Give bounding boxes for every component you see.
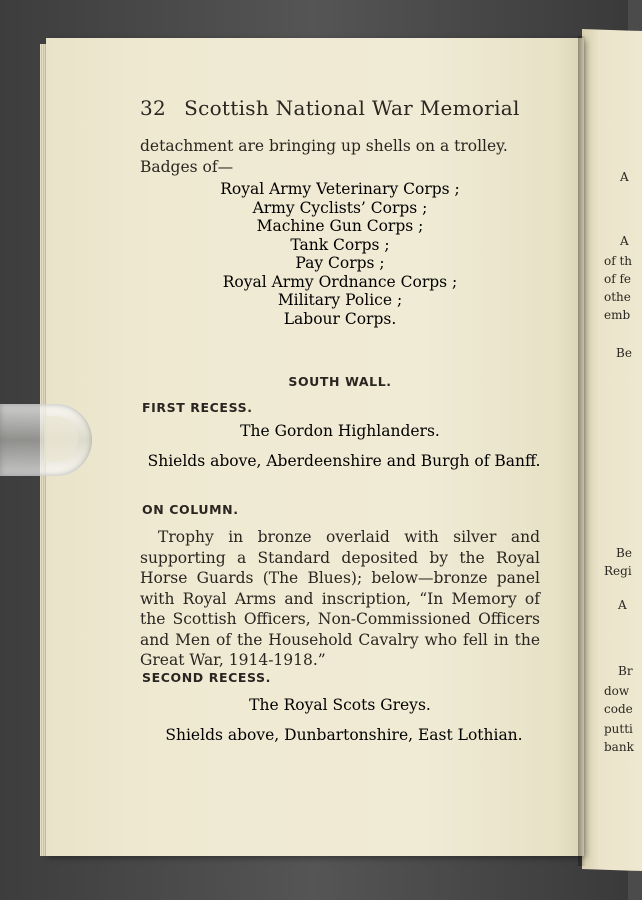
page-clip [0,404,92,476]
facing-fragment: Be [616,346,632,360]
badges-list [140,180,540,328]
badge-item: Military Police ; [277,291,403,309]
facing-fragment: A [620,170,629,184]
facing-fragment: Be [616,546,632,560]
running-header [140,96,520,120]
facing-fragment: emb [604,308,631,322]
south-wall-heading: SOUTH WALL. [288,374,392,389]
badge-item: Royal Army Ordnance Corps ; [222,272,458,291]
running-title: Scottish National War Memorial [184,96,520,120]
first-recess-shields: Shields above, Aberdeenshire and Burgh of Banff. [147,452,541,470]
second-recess-shields: Shields above, Dunbartonshire, East Lothian. [165,726,523,744]
facing-fragment: Regi [604,564,632,578]
on-column-text: Trophy in bronze overlaid with silver and supporting a Standard deposited by the Royal Horse Guards (The Blues); below—bronze panel with Royal Arms and inscription, “In Memory of the Scottish Officers, Non-Commissioned Officers and Men of the Household Cavalry who fell in the Great War, 1914-1918.” [140,528,540,669]
first-recess-regiment: The Gordon Highlanders. [240,422,440,440]
intro-paragraph: detachment are bringing up shells on a trolley. Badges of— [140,137,508,176]
second-recess-heading: SECOND RECESS. [142,670,271,685]
facing-fragment: othe [604,290,631,304]
gutter-shadow [578,36,586,866]
badge-item: Royal Army Veterinary Corps ; [220,180,460,198]
facing-fragment: of fe [604,272,632,286]
badge-item: Army Cyclists’ Corps ; [252,198,428,217]
facing-fragment: Br [618,664,633,678]
facing-fragment: code [604,702,633,716]
first-recess-heading: FIRST RECESS. [142,400,253,415]
badge-item: Tank Corps ; [290,235,390,254]
badge-item: Labour Corps. [283,309,397,328]
facing-fragment: of th [604,254,633,268]
facing-fragment: A [618,598,627,612]
badge-item: Machine Gun Corps ; [256,217,424,235]
badge-item: Pay Corps ; [295,254,385,272]
facing-fragment: bank [604,740,634,754]
on-column-heading: ON COLUMN. [142,502,239,517]
facing-fragment: dow [604,684,630,698]
page-number: 32 [140,96,167,120]
second-recess-regiment: The Royal Scots Greys. [249,696,431,714]
facing-fragment: putti [604,722,633,736]
facing-fragment: A [620,234,629,248]
